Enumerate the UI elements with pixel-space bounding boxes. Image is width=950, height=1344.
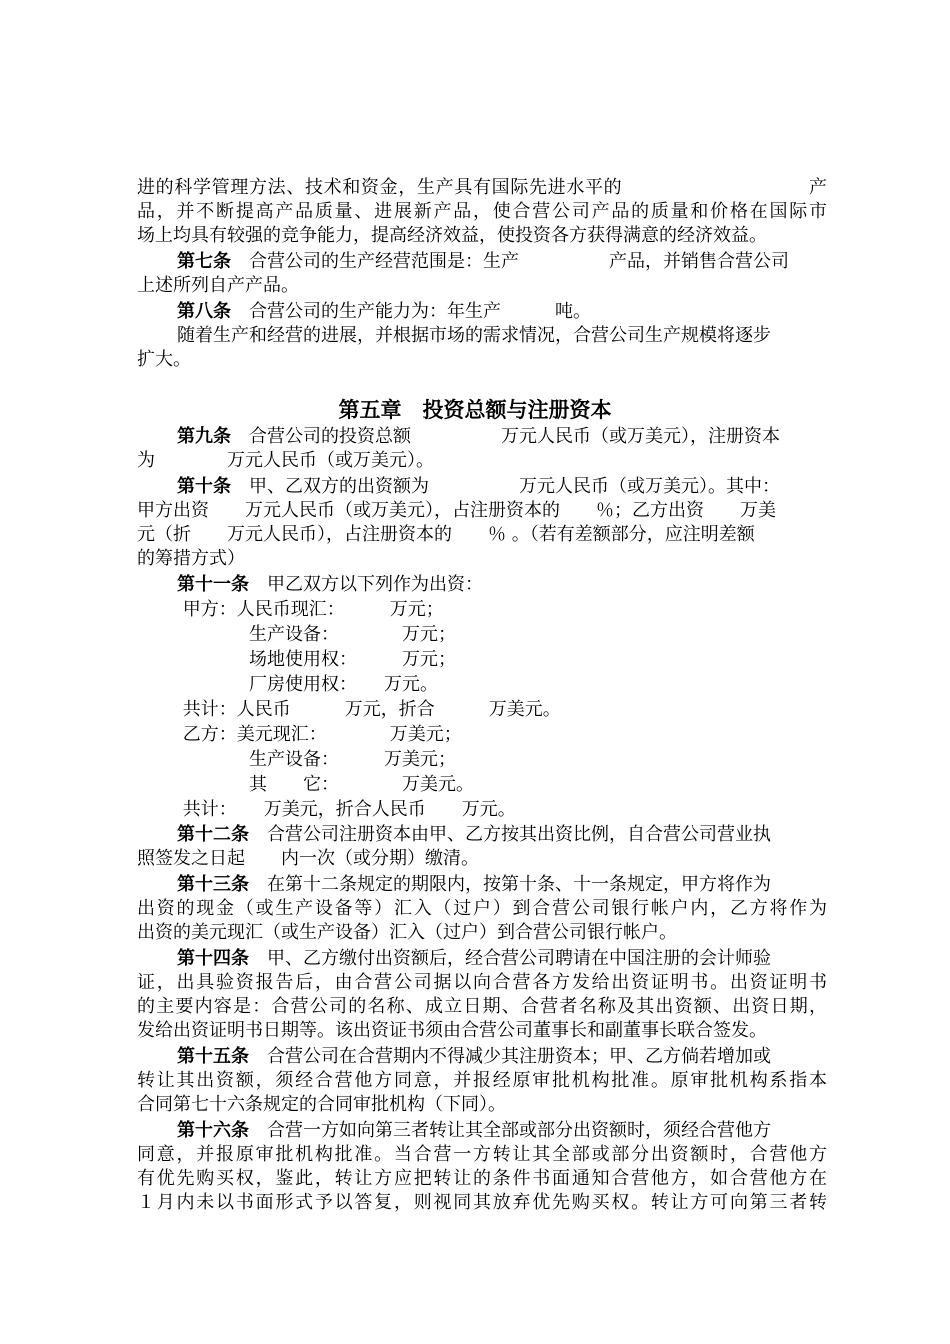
article-text: 合营公司的生产能力为：年生产 吨。 bbox=[231, 301, 591, 322]
article-line bbox=[177, 475, 827, 499]
text-line: １月内未以书面形式予以答复，则视同其放弃优先购买权。转让方可向第三者转 bbox=[137, 1192, 827, 1213]
text-line: 发给出资证明书日期等。该出资证书须由合营公司董事长和副董事长联合签发。 bbox=[137, 1020, 767, 1041]
text-line: 生产设备： 万元； bbox=[177, 624, 456, 645]
article-heading: 第十一条 bbox=[177, 574, 249, 595]
article-line bbox=[177, 425, 827, 449]
article-line bbox=[177, 250, 827, 274]
text-line: 场地使用权： 万元； bbox=[177, 649, 456, 670]
text-line: 甲方出资 万元人民币（或万美元），占注册资本的 ％；乙方出资 万美 bbox=[137, 500, 776, 521]
article-text: 合营公司的生产经营范围是：生产 产品，并销售合营公司 bbox=[231, 251, 789, 272]
article-heading: 第十三条 bbox=[177, 874, 249, 895]
article-heading: 第八条 bbox=[177, 301, 231, 322]
article-line bbox=[177, 1045, 827, 1069]
text-line: 场上均具有较强的竞争能力，提高经济效益，使投资各方获得满意的经济效益。 bbox=[137, 225, 767, 246]
text-line: 证，出具验资报告后，由合营公司据以向合营各方发给出资证明书。出资证明书 bbox=[137, 972, 827, 993]
text-line: 出资的现金（或生产设备等）汇入（过户）到合营公司银行帐户内，乙方将作为 bbox=[137, 898, 827, 919]
article-line bbox=[177, 573, 827, 597]
article-heading: 第十条 bbox=[177, 476, 231, 497]
text-line: 扩大。 bbox=[137, 349, 191, 370]
article-text: 甲乙双方以下列作为出资： bbox=[249, 574, 483, 595]
text-line: 合同第七十六条规定的合同审批机构（下同）。 bbox=[137, 1094, 506, 1115]
text-line: 其 它： 万美元。 bbox=[177, 774, 474, 795]
article-heading: 第十四条 bbox=[177, 948, 249, 969]
article-heading: 第十六条 bbox=[177, 1120, 249, 1141]
text-line: 的主要内容是：合营公司的名称、成立日期、合营者名称及其出资额、出资日期， bbox=[137, 996, 827, 1017]
article-line bbox=[177, 823, 827, 847]
article-line bbox=[177, 947, 827, 971]
text-line: 生产设备： 万美元； bbox=[177, 749, 456, 770]
article-text: 合营公司在合营期内不得减少其注册资本；甲、乙方倘若增加或 bbox=[249, 1046, 771, 1067]
article-line bbox=[177, 300, 827, 324]
article-heading: 第十二条 bbox=[177, 824, 249, 845]
article-text: 合营公司注册资本由甲、乙方按其出资比例，自合营公司营业执 bbox=[249, 824, 771, 845]
article-text: 合营公司的投资总额 万元人民币（或万美元），注册资本 bbox=[231, 426, 780, 447]
text-line: 出资的美元现汇（或生产设备）汇入（过户）到合营公司银行帐户。 bbox=[137, 922, 677, 943]
article-heading: 第九条 bbox=[177, 426, 231, 447]
text-line: 甲方：人民币现汇： 万元； bbox=[177, 599, 444, 620]
article-line bbox=[177, 1119, 827, 1143]
text-line: 随着生产和经营的进展，并根据市场的需求情况，合营公司生产规模将逐步 bbox=[177, 325, 771, 346]
chapter-title: 第五章 投资总额与注册资本 bbox=[338, 397, 612, 422]
text-line: 的筹措方式） bbox=[137, 548, 245, 569]
text-line: 有优先购买权，鉴此，转让方应把转让的条件书面通知合营他方，如合营他方在 bbox=[137, 1168, 827, 1189]
text-line: 照签发之日起 内一次（或分期）缴清。 bbox=[137, 848, 479, 869]
text-line: 元（折 万元人民币），占注册资本的 ％ 。（若有差额部分，应注明差额 bbox=[137, 524, 755, 545]
text-line: 品，并不断提高产品质量、进展新产品，使合营公司产品的质量和价格在国际市 bbox=[137, 201, 827, 222]
article-text: 甲、乙方缴付出资额后，经合营公司聘请在中国注册的会计师验 bbox=[249, 948, 771, 969]
article-heading: 第十五条 bbox=[177, 1046, 249, 1067]
article-heading: 第七条 bbox=[177, 251, 231, 272]
text-line: 上述所列自产产品。 bbox=[137, 275, 299, 296]
article-text: 甲、乙双方的出资额为 万元人民币（或万美元）。其中： bbox=[231, 476, 780, 497]
text-line: 进的科学管理方法、技术和资金，生产具有国际先进水平的 产 bbox=[137, 177, 827, 198]
text-line: 同意，并报原审批机构批准。当合营一方转让其全部或部分出资额时，合营他方 bbox=[137, 1144, 827, 1165]
text-line: 为 万元人民币（或万美元）。 bbox=[137, 450, 434, 471]
text-line: 共计：人民币 万元，折合 万美元。 bbox=[177, 699, 561, 720]
text-line: 乙方：美元现汇： 万美元； bbox=[177, 724, 462, 745]
article-text: 合营一方如向第三者转让其全部或部分出资额时，须经合营他方 bbox=[249, 1120, 771, 1141]
text-line: 转让其出资额，须经合营他方同意，并报经原审批机构批准。原审批机构系指本 bbox=[137, 1070, 827, 1091]
text-line: 共计： 万美元，折合人民币 万元。 bbox=[177, 799, 516, 820]
article-line bbox=[177, 873, 827, 897]
text-line: 厂房使用权： 万元。 bbox=[177, 674, 438, 695]
article-text: 在第十二条规定的期限内，按第十条、十一条规定，甲方将作为 bbox=[249, 874, 771, 895]
